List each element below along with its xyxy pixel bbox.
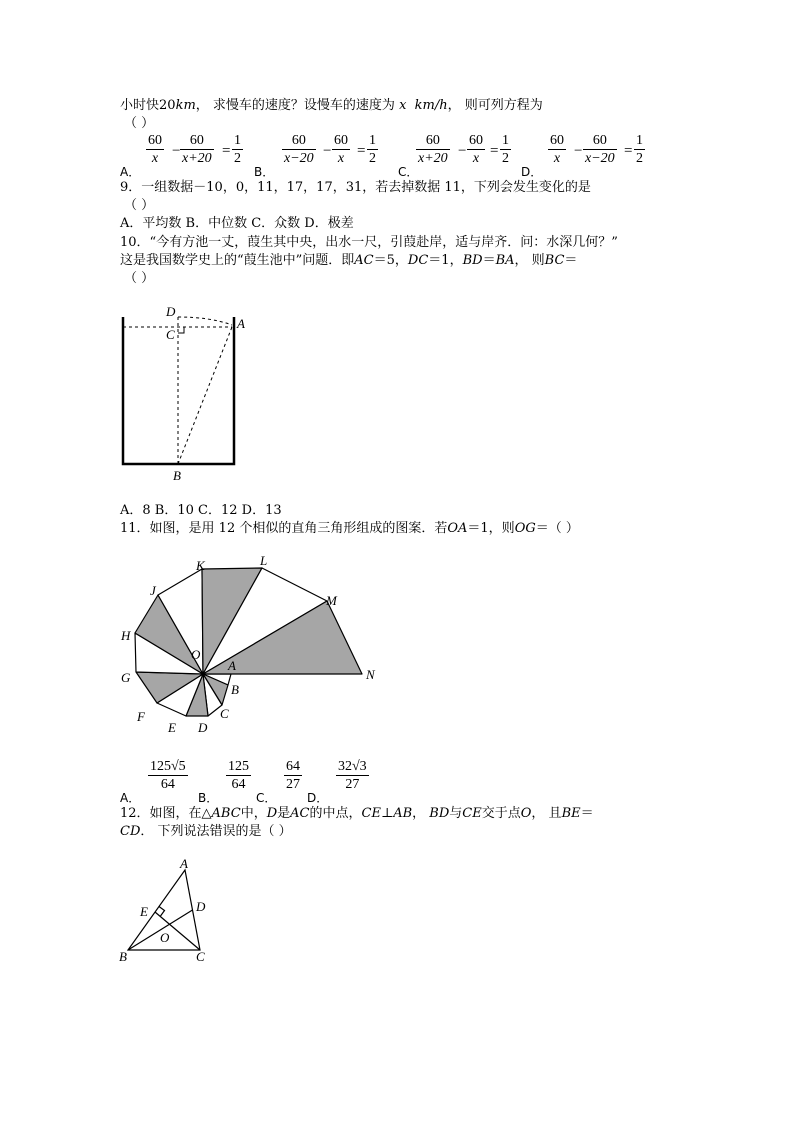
reed-to-bank-line [178,327,232,464]
label-k: K [196,558,205,573]
label-d: D [166,304,176,319]
q12-triangle-figure [110,855,230,970]
label-o: O [160,930,170,945]
fraction: $\frac{125√5}{64}$ [150,759,186,792]
label-m: M [326,593,337,608]
minus-sign: − [323,143,332,159]
minus-sign: − [458,143,467,159]
label-l: L [260,553,268,568]
equals-sign: = [624,143,633,159]
minus-sign: − [172,143,181,159]
q8-unit-km: km [175,98,196,113]
label-j: J [150,583,156,598]
option-label: D． [521,165,543,179]
label-g: G [121,670,131,685]
label-e: E [168,720,176,735]
label-n: N [366,667,375,682]
label-e: E [140,904,148,919]
q8-var-x: x [399,98,407,113]
fraction: $\frac{125}{64}$ [228,759,249,792]
option-label: C． [256,791,277,805]
q8-text: ， 则可列方程为 [447,98,543,113]
label-a: A [180,856,188,871]
q8-text: ， 求慢车的速度？设慢车的速度为 [195,98,395,113]
fraction: $\frac{60}{x}$ [148,133,162,166]
label-c: C [196,949,205,964]
fraction: $\frac{1}{2}$ [636,133,643,166]
q11-stem: 11．如图，是用 12 个相似的直角三角形组成的图案．若OA＝1，则OG＝（ ） [120,521,579,536]
fraction: $\frac{60}{x-20}$ [585,133,615,166]
label-a: A [228,658,236,673]
equals-sign: = [490,143,499,159]
label-h: H [121,628,131,643]
q10-options[interactable]: A．8 B．10 C．12 D．13 [120,503,282,518]
q8-answer-paren: （ ） [124,116,155,131]
equals-sign: = [222,143,231,159]
q10-stem-line2: 这是我国数学史上的“葭生池中”问题．即AC＝5，DC＝1，BD＝BA， 则BC＝ [120,253,578,268]
fraction: $\frac{1}{2}$ [369,133,376,166]
fraction: $\frac{64}{27}$ [286,759,300,792]
reed-arc [178,317,232,325]
q12-stem-line1: 12．如图，在△ABC中，D是AC的中点，CE⊥AB， BD与CE交于点O， 且BE＝ [120,806,594,821]
fraction: $\frac{60}{x}$ [334,133,348,166]
fraction: $\frac{60}{x+20}$ [182,133,212,166]
option-label: B． [254,165,275,179]
minus-sign: − [574,143,583,159]
label-f: F [137,709,145,724]
fraction: $\frac{60}{x+20}$ [418,133,448,166]
q11-spiral-figure [110,548,390,743]
option-label: A． [120,165,141,179]
label-a: A [237,316,245,331]
q9-answer-paren: （ ） [124,198,155,213]
label-b: B [231,682,239,697]
fraction: $\frac{1}{2}$ [502,133,509,166]
option-label: C． [398,165,419,179]
option-label: D． [307,791,329,805]
q8-stem-line [120,98,543,114]
label-d: D [198,720,208,735]
label-b: B [173,468,181,483]
fraction: $\frac{32√3}{27}$ [338,759,367,792]
equals-sign: = [357,143,366,159]
fraction: $\frac{1}{2}$ [234,133,241,166]
q9-options[interactable]: A．平均数 B．中位数 C．众数 D．极差 [120,216,354,231]
q9-stem: 9．一组数据－10，0，11，17，17，31，若去掉数据 11，下列会发生变化的是 [120,180,591,195]
label-o: O [191,647,201,662]
option-label: A． [120,791,141,805]
q10-stem-line1: 10．“今有方池一丈，葭生其中央，出水一尺，引葭赴岸，适与岸齐．问：水深几何？” [120,235,618,250]
option-label: B． [198,791,219,805]
q10-answer-paren: （ ） [124,271,155,286]
label-d: D [196,899,206,914]
q8-number: 20 [159,98,176,113]
fraction: $\frac{60}{x}$ [550,133,564,166]
fraction: $\frac{60}{x-20}$ [284,133,314,166]
q10-pond-figure [110,300,260,485]
label-b: B [119,949,127,964]
right-angle-marker [178,327,184,333]
fraction: $\frac{60}{x}$ [469,133,483,166]
q12-stem-line2: CD． 下列说法错误的是（ ） [120,824,292,839]
q8-text: 小时快 [120,98,160,113]
label-c: C [166,327,175,342]
q8-unit-kmh: km/h [414,98,448,113]
label-c: C [220,706,229,721]
